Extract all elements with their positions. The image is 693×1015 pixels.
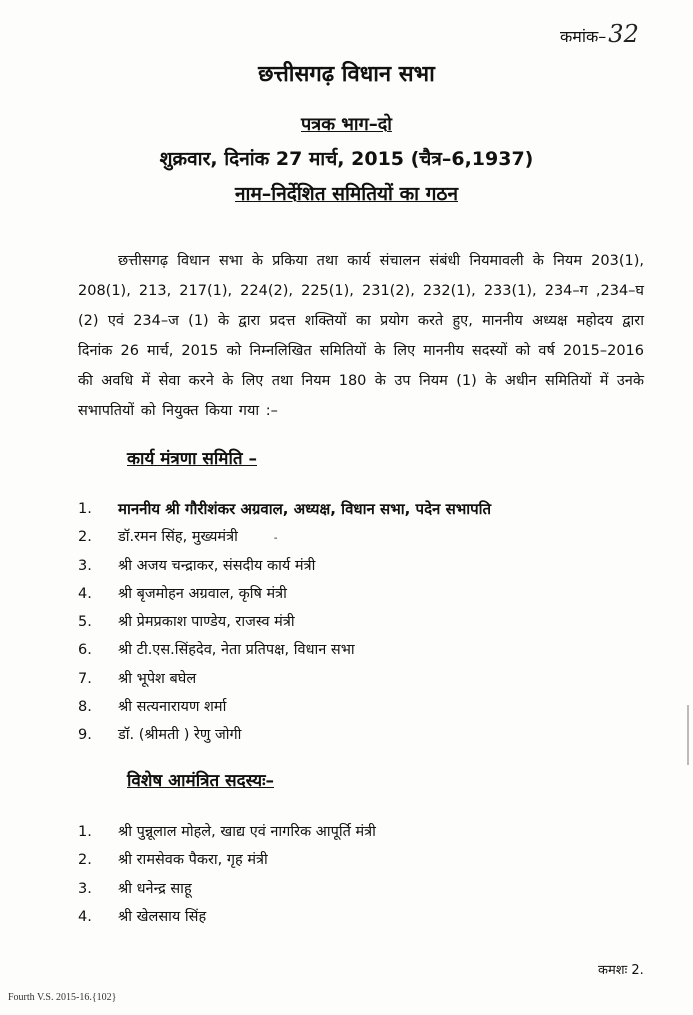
item-text: श्री सत्यनारायण शर्मा <box>118 699 227 716</box>
item-text: डॉ. (श्रीमती ) रेणु जोगी <box>118 727 242 744</box>
item-text: श्री टी.एस.सिंहदेव, नेता प्रतिपक्ष, विधान सभा <box>118 642 355 659</box>
list-item <box>78 495 658 523</box>
item-text: माननीय श्री गौरीशंकर अग्रवाल, अध्यक्ष, विधान सभा, पदेन सभापति <box>118 500 492 518</box>
reference-handwritten-number: 32 <box>608 20 639 48</box>
item-text: श्री बृजमोहन अग्रवाल, कृषि मंत्री <box>118 585 287 602</box>
special-invitees-heading-text: विशेष आमंत्रित सदस्यः– <box>127 771 275 791</box>
item-text: डॉ.रमन सिंह, मुख्यमंत्री <box>118 529 238 546</box>
item-number: 3. <box>78 557 92 574</box>
item-number: 1. <box>78 501 92 517</box>
list-item <box>78 580 658 608</box>
item-text: श्री धनेन्द्र साहू <box>118 880 192 897</box>
special-invitees-heading <box>127 768 274 791</box>
item-number: 5. <box>78 614 92 631</box>
list-item <box>78 523 658 551</box>
item-number: 9. <box>78 727 92 744</box>
heading <box>0 180 693 206</box>
document-title: छत्तीसगढ़ विधान सभा <box>258 62 435 87</box>
list-item <box>78 903 658 931</box>
reference-number <box>560 20 639 48</box>
committee-member-list <box>78 495 658 750</box>
item-number: 4. <box>78 908 92 925</box>
item-text: श्री खेलसाय सिंह <box>118 908 207 925</box>
item-text: श्री अजय चन्द्राकर, संसदीय कार्य मंत्री <box>118 557 316 574</box>
item-text-wrap <box>118 523 277 553</box>
item-number: 2. <box>78 852 92 869</box>
list-item <box>78 721 658 749</box>
item-number: 6. <box>78 642 92 659</box>
item-number: 4. <box>78 585 92 602</box>
date-line: शुक्रवार, दिनांक 27 मार्च, 2015 (चैत्र–6,1937) <box>159 148 534 170</box>
footer-reference: Fourth V.S. 2015-16.{102} <box>8 992 117 1003</box>
item-number: 8. <box>78 699 92 716</box>
list-item <box>78 875 658 903</box>
item-number: 3. <box>78 880 92 897</box>
subtitle <box>0 112 693 136</box>
subtitle-text: पत्रक भाग–दो <box>301 114 392 135</box>
item-text: श्री भूपेश बघेल <box>118 670 197 687</box>
item-text: श्री रामसेवक पैकरा, गृह मंत्री <box>118 852 268 869</box>
item-text: श्री पुन्नूलाल मोहले, खाद्य एवं नागरिक आपूर्ति मंत्री <box>118 824 376 840</box>
list-item <box>78 693 658 721</box>
scan-edge-mark <box>687 705 689 765</box>
special-invitees-list <box>78 818 658 931</box>
list-item <box>78 636 658 664</box>
reference-label: कमांक– <box>560 27 607 46</box>
committee-heading-text: कार्य मंत्रणा समिति – <box>127 449 257 469</box>
item-text: श्री प्रेमप्रकाश पाण्डेय, राजस्व मंत्री <box>118 614 295 631</box>
committee-heading <box>127 446 257 469</box>
list-item <box>78 552 658 580</box>
list-item <box>78 608 658 636</box>
intro-paragraph: छत्तीसगढ़ विधान सभा के प्रकिया तथा कार्य संचालन संबंधी नियमावली के नियम 203(1), 208(1), 213, 217(1), 224(2), 225(1), 231(2), 232(1), 233(1), 234–ग ,234–घ (2) एवं 234–ज (1) के द्वारा प्रदत्त शक्तियों का प्रयोग करते हुए, माननीय अध्यक्ष महोदय द्वारा दिनांक 26 मार्च, 2015 को निम्नलिखित समितियों के लिए माननीय सदस्यों को वर्ष 2015–2016 की अवधि में सेवा करने के लिए तथा नियम 180 के उप नियम (1) के अधीन समितियों में उनके सभापतियों को नियुक्त किया गया :– <box>78 253 644 419</box>
list-item <box>78 818 658 846</box>
list-item <box>78 846 658 874</box>
item-number: 2. <box>78 529 92 546</box>
stray-mark: - <box>273 533 278 545</box>
item-number: 1. <box>78 824 92 840</box>
item-number: 7. <box>78 670 92 687</box>
list-item <box>78 665 658 693</box>
continued-note: कमशः 2. <box>598 963 644 978</box>
heading-text: नाम–निर्देशित समितियों का गठन <box>234 183 458 205</box>
